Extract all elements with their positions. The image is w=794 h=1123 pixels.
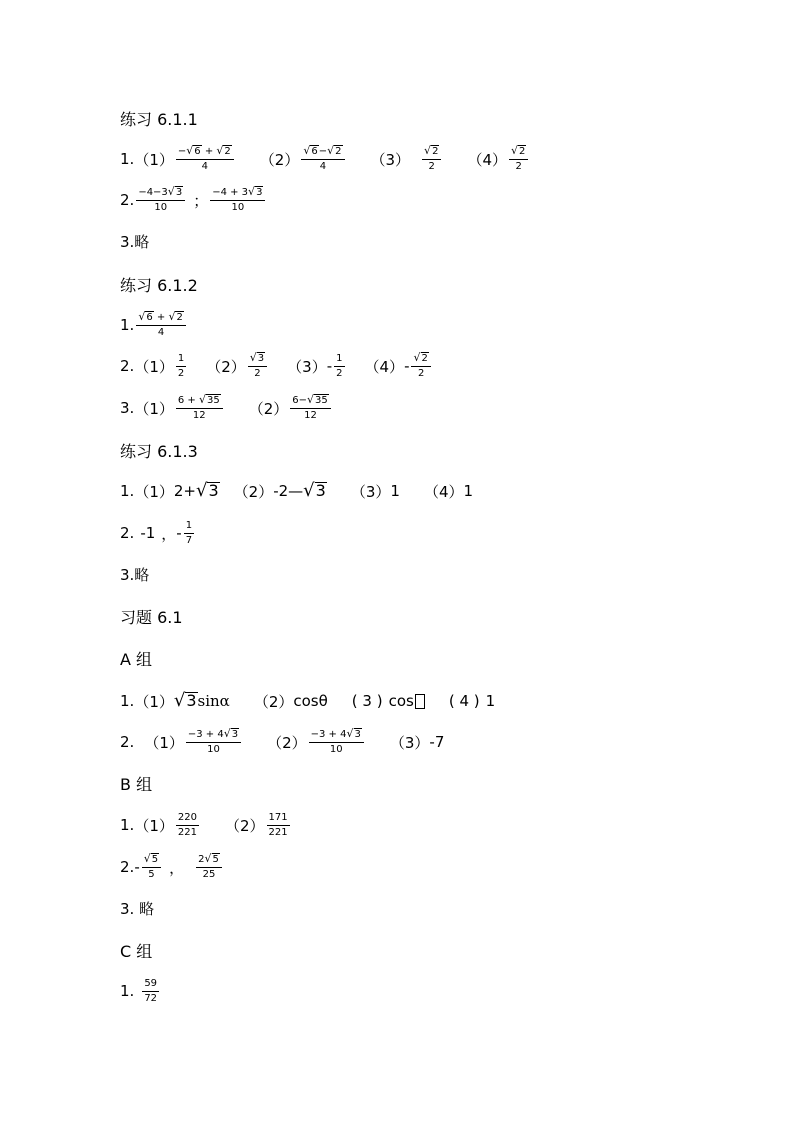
question-number: 2. <box>120 858 135 876</box>
fraction: √ 5 5 <box>142 853 161 881</box>
question-number: 1. <box>120 150 135 168</box>
fraction: √ 3 2 <box>248 352 267 380</box>
part-label: （4） <box>364 357 405 376</box>
missing-glyph-icon <box>415 694 425 709</box>
part-label: （1） <box>134 357 174 376</box>
fraction: −3 + 4 √ 3 10 <box>186 728 241 756</box>
fraction: √ 2 2 <box>509 145 528 173</box>
part-label: （1） <box>134 482 174 501</box>
part-label: （1） <box>134 150 174 169</box>
s2-answer-3 <box>120 393 333 423</box>
fraction: √ 2 2 <box>422 145 441 173</box>
part-label: （3） <box>389 733 430 752</box>
fraction: $\frac{1}{7}$ <box>185 519 193 546</box>
group-c-label: C 组 <box>120 941 153 961</box>
part-label: （3） <box>350 482 391 501</box>
a-answer-1: 1. （1） √ 3 sinα （2） cosθ ( 3 ) cos ( 4 ) 1 <box>120 690 496 711</box>
b-answer-3: 3. 略 <box>120 899 155 918</box>
fraction: 6− √ 35 12 <box>290 394 331 422</box>
question-number: 1. <box>120 482 135 500</box>
s1-answer-3: 3.略 <box>120 232 150 251</box>
s3-answer-2: 2. -1 ， - $\frac{1}{7}$ <box>120 519 193 546</box>
part-label: （1） <box>144 733 184 752</box>
fraction: $\frac{1}{2}$ <box>177 352 185 379</box>
part-label: ( 4 ) <box>448 692 480 710</box>
part-label: （2） <box>259 150 300 169</box>
question-number: 1. <box>120 316 135 334</box>
section-title-exercise-6-1: 习题 6.1 <box>120 607 183 627</box>
s1-answer-1 <box>120 144 530 174</box>
question-number: 2. <box>120 191 135 209</box>
question-number: 2. <box>120 733 135 751</box>
part-label: （2） <box>253 692 294 711</box>
part-label: ( 3 ) <box>351 692 383 710</box>
s3-answer-3: 3.略 <box>120 565 150 584</box>
part-label: （2） <box>233 482 274 501</box>
section-title-6-1-1: 练习 6.1.1 <box>120 109 198 129</box>
fraction: − √ 6 + √ 2 4 <box>176 145 234 173</box>
s3-answer-1: 1. （1） 2+ √ 3 （2） -2— √ 3 （3） 1 （4） 1 <box>120 480 474 501</box>
part-label: （2） <box>248 399 289 418</box>
part-label: （1） <box>134 399 174 418</box>
s2-answer-2: 2. （1） $\frac{1}{2}$ （2） √ 3 2 （3） - $\frac{1}{2}$ （4） - √ 2 2 <box>120 351 433 381</box>
part-label: （4） <box>423 482 464 501</box>
fraction: $\frac{171}{221}$ <box>268 811 288 838</box>
fraction: $\frac{59}{72}$ <box>144 977 158 1004</box>
question-number: 1. <box>120 692 135 710</box>
fraction: −4−3 √ 3 10 <box>136 186 185 214</box>
fraction: √ 6 + √ 2 4 <box>136 311 186 339</box>
question-number: 3. <box>120 399 135 417</box>
separator: ； <box>193 191 209 210</box>
fraction: −3 + 4 √ 3 10 <box>309 728 364 756</box>
section-title-6-1-2: 练习 6.1.2 <box>120 275 198 295</box>
radical: √ 3 <box>303 480 326 501</box>
part-label: （1） <box>134 692 174 711</box>
part-label: （3） <box>287 357 327 376</box>
fraction: $\frac{1}{2}$ <box>336 352 343 379</box>
fraction: √ 2 2 <box>411 352 430 380</box>
part-label: （3） <box>370 150 411 169</box>
b-answer-2: 2. - √ 5 5 ， 2 √ 5 25 <box>120 852 224 882</box>
b-answer-1 <box>120 810 292 840</box>
radical: √ 3 <box>195 480 219 501</box>
group-a-label: A 组 <box>120 649 153 669</box>
part-label: （2） <box>206 357 246 376</box>
radical: √ 3 <box>173 690 197 711</box>
section-title-6-1-3: 练习 6.1.3 <box>120 441 198 461</box>
s2-answer-1 <box>120 310 188 340</box>
part-label: （1） <box>134 816 174 835</box>
separator: ， <box>169 858 185 877</box>
part-label: （2） <box>224 816 265 835</box>
a-answer-2: 2. （1） −3 + 4 √ 3 10 （2） −3 + 4 √ 3 10 （3） -7 <box>120 727 445 755</box>
fraction: $\frac{220}{221}$ <box>177 811 197 838</box>
separator: ， <box>161 524 177 543</box>
group-b-label: B 组 <box>120 774 153 794</box>
question-number: 2. <box>120 357 135 375</box>
question-number: 1. <box>120 816 135 834</box>
question-number: 1. <box>120 982 135 1000</box>
fraction: 2 √ 5 25 <box>196 853 222 881</box>
s1-answer-2 <box>120 185 267 215</box>
part-label: （2） <box>267 733 307 752</box>
c-answer-1 <box>120 976 161 1006</box>
question-number: 2. <box>120 524 135 542</box>
fraction: 6 + √ 35 12 <box>176 394 223 422</box>
part-label: （4） <box>467 150 507 169</box>
fraction: √ 6 − √ 2 4 <box>301 145 344 173</box>
fraction: −4 + 3 √ 3 10 <box>210 186 265 214</box>
